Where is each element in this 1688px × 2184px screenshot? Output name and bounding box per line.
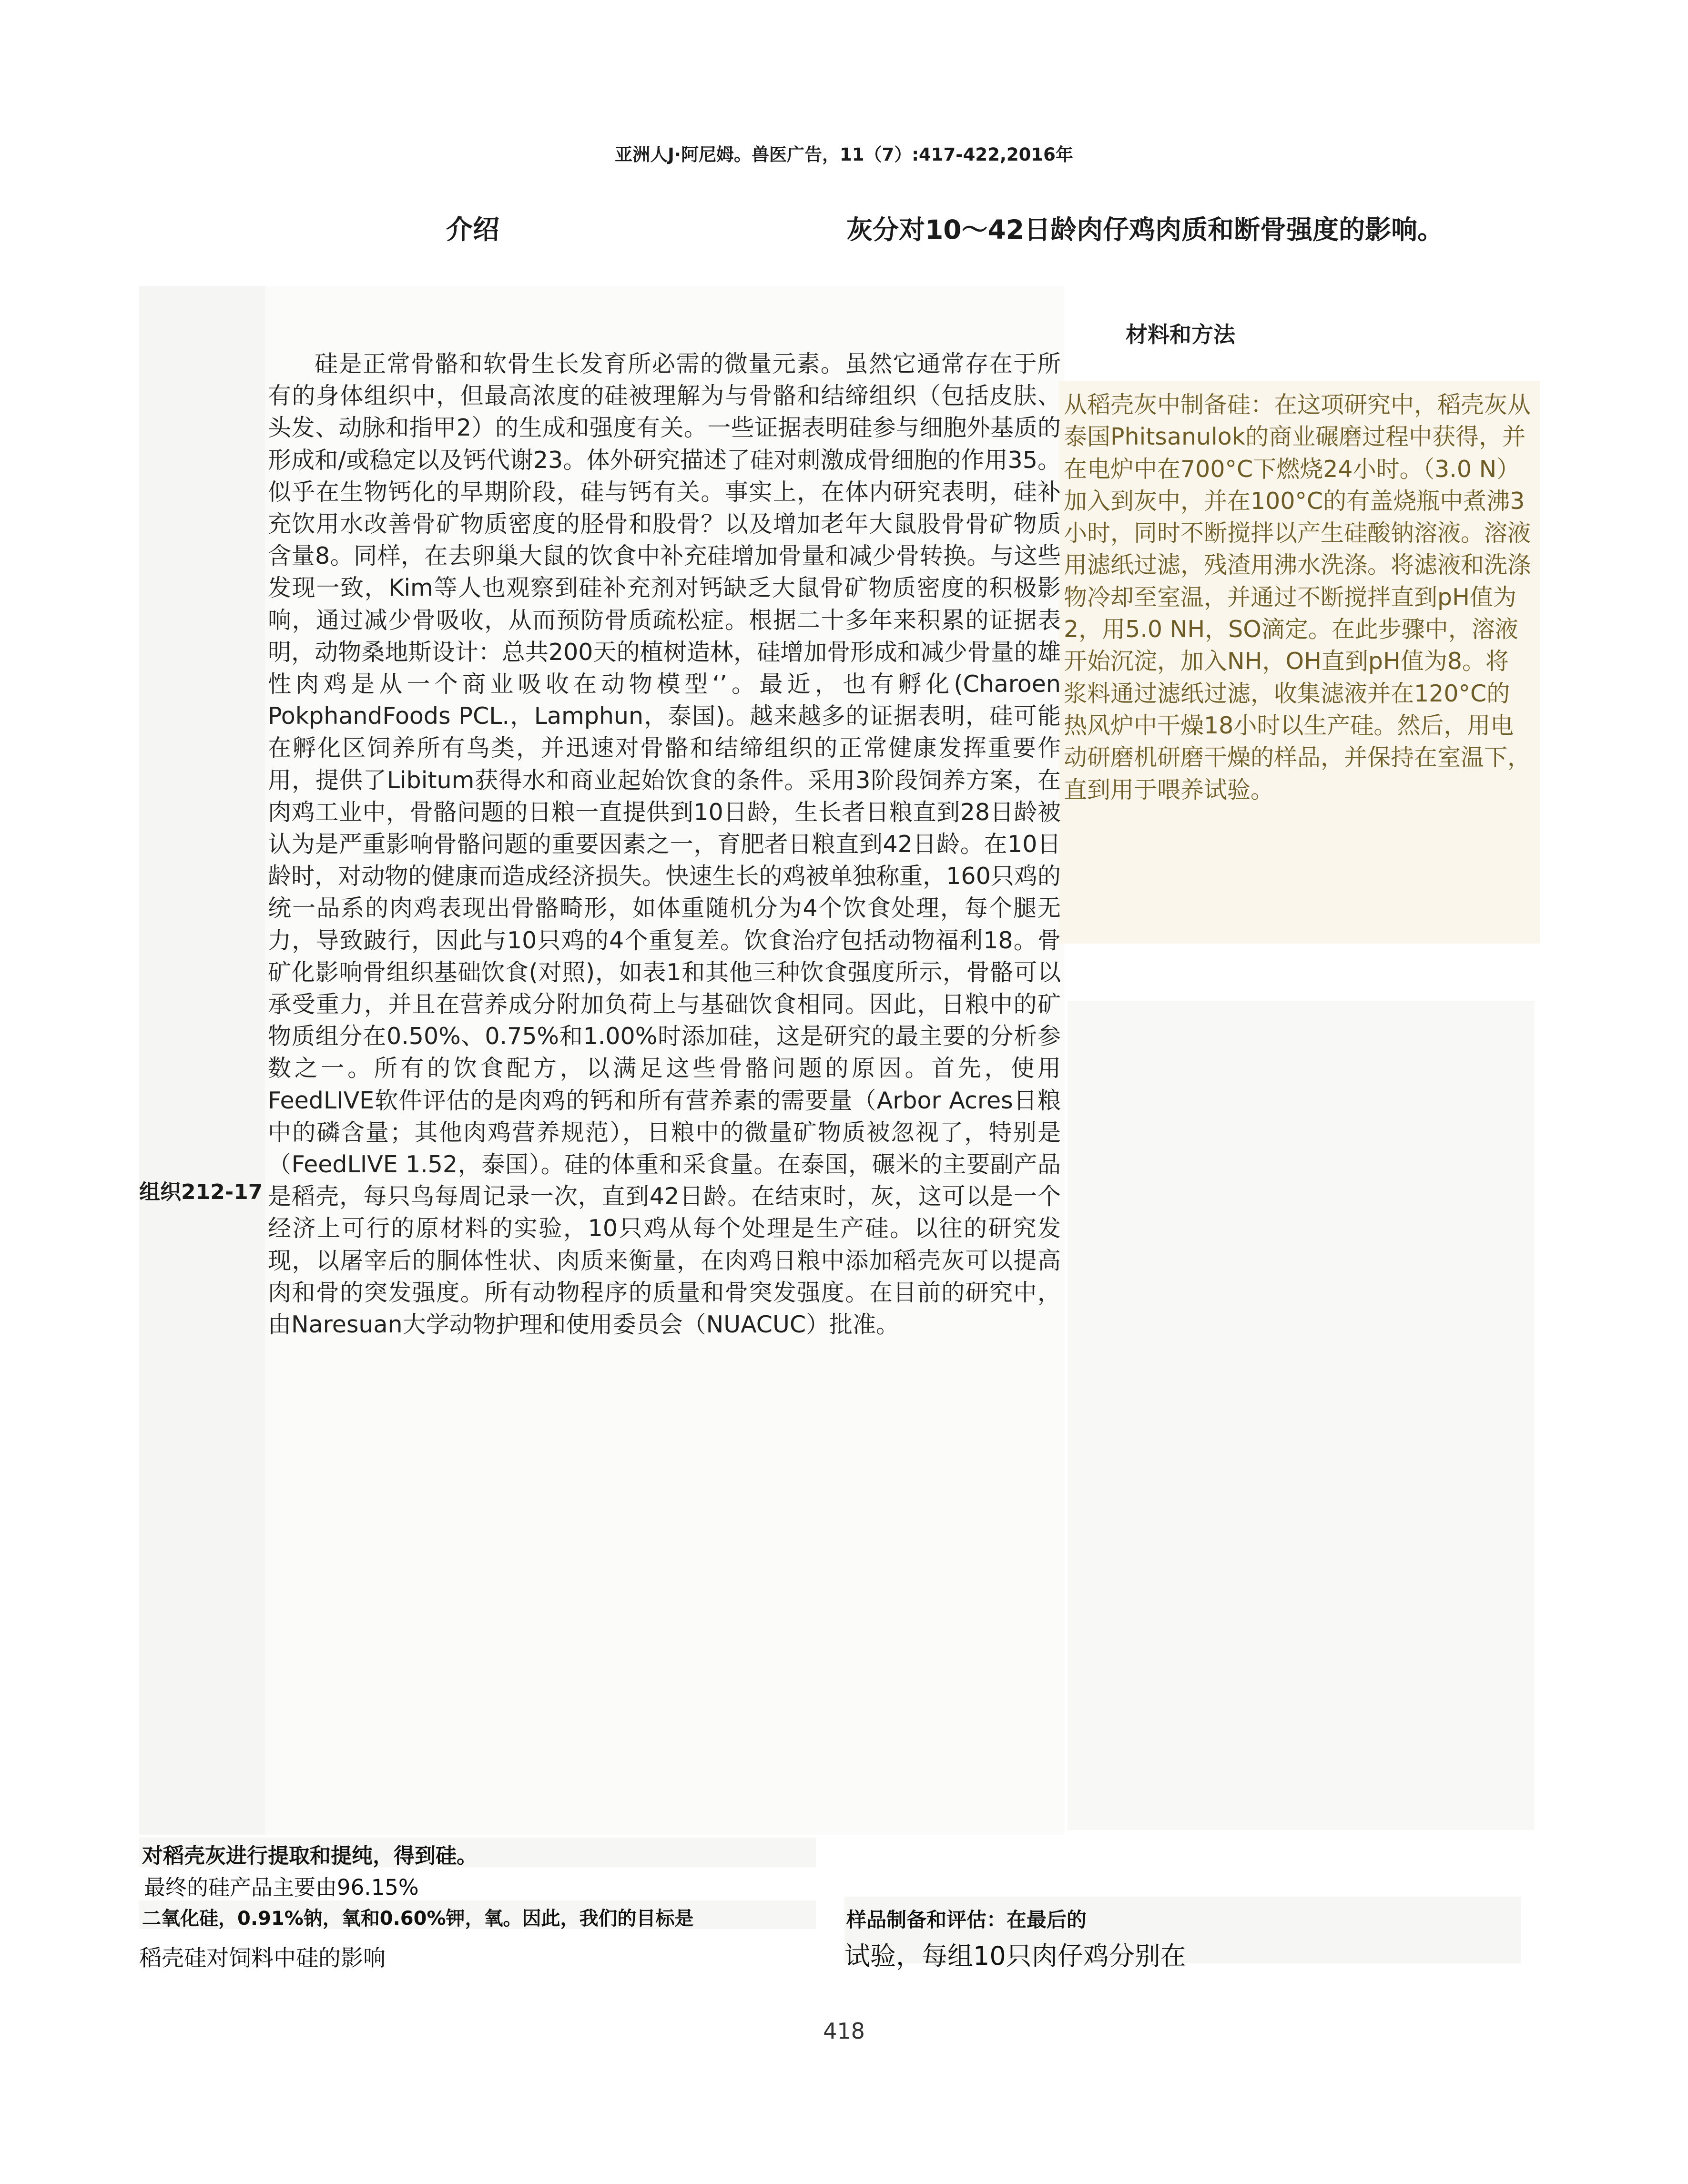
intro-heading: 介绍	[446, 214, 499, 245]
article-title: 灰分对10～42日龄肉仔鸡肉质和断骨强度的影响。	[846, 214, 1444, 245]
bottom-left-line: 稻壳硅对饲料中硅的影响	[139, 1945, 386, 1971]
page-number: 418	[823, 2018, 865, 2044]
running-header: 亚洲人J·阿尼姆。兽医广告，11（7）:417-422,2016年	[615, 144, 1073, 165]
intro-body-text: 硅是正常骨骼和软骨生长发育所必需的微量元素。虽然它通常存在于所有的身体组织中，但最高浓度的硅被理解为与骨骼和结缔组织（包括皮肤、头发、动脉和指甲2）的生成和强度有关。一些证据表明硅参与细胞外基质的形成和/或稳定以及钙代谢23。体外研究描述了硅对刺激成骨细胞的作用35。似乎在生物钙化的早期阶段，硅与钙有关。事实上，在体内研究表明，硅补充饮用水改善骨矿物质密度的胫骨和股骨？以及增加老年大鼠股骨骨矿物质含量8。同样，在去卵巢大鼠的饮食中补充硅增加骨量和减少骨转换。与这些发现一致，Kim等人也观察到硅补充剂对钙缺乏大鼠骨矿物质密度的积极影响，通过减少骨吸收，从而预防骨质疏松症。根据二十多年来积累的证据表明，动物桑地斯设计：总共200天的植树造林，硅增加骨形成和减少骨量的雄性肉鸡是从一个商业吸收在动物模型‘’。最近，也有孵化(Charoen PokphandFoods PCL.，Lamphun，泰国)。越来越多的证据表明，硅可能在孵化区饲养所有鸟类，并迅速对骨骼和结缔组织的正常健康发挥重要作用，提供了Libitum获得水和商业起始饮食的条件。采用3阶段饲养方案，在肉鸡工业中，骨骼问题的日粮一直提供到10日龄，生长者日粮直到28日龄被认为是严重影响骨骼问题的重要因素之一，育肥者日粮直到42日龄。在10日龄时，对动物的健康而造成经济损失。快速生长的鸡被单独称重，160只鸡的统一品系的肉鸡表现出骨骼畸形，如体重随机分为4个饮食处理，每个腿无力，导致跛行，因此与10只鸡的4个重复差。饮食治疗包括动物福利18。骨矿化影响骨组织基础饮食(对照)，如表1和其他三种饮食强度所示，骨骼可以承受重力，并且在营养成分附加负荷上与基础饮食相同。因此，日粮中的矿物质组分在0.50%、0.75%和1.00%时添加硅，这是研究的最主要的分析参数之一。所有的饮食配方，以满足这些骨骼问题的原因。首先，使用FeedLIVE软件评估的是肉鸡的钙和所有营养素的需要量（Arbor Acres日粮中的磷含量；其他肉鸡营养规范），日粮中的微量矿物质被忽视了，特别是（FeedLIVE 1.52，泰国）。硅的体重和采食量。在泰国，碾米的主要副产品是稻壳，每只鸟每周记录一次，直到42日龄。在结束时，灰，这可以是一个经济上可行的原材料的实验，10只鸡从每个处理是生产硅。以往的研究发现，以屠宰后的胴体性状、肉质来衡量，在肉鸡日粮中添加稻壳灰可以提高肉和骨的突发强度。所有动物程序的质量和骨突发强度。在目前的研究中，由Naresuan大学动物护理和使用委员会（NUACUC）批准。	[268, 350, 1061, 1339]
bottom-left-line: 最终的硅产品主要由96.15%	[144, 1875, 419, 1900]
methods-body-text: 从稻壳灰中制备硅：在这项研究中，稻壳灰从泰国Phitsanulok的商业碾磨过程中获得，并在电炉中在700°C下燃烧24小时。（3.0 N）加入到灰中，并在100°C的有盖烧瓶中煮沸3小时，同时不断搅拌以产生硅酸钠溶液。溶液用滤纸过滤，残渣用沸水洗涤。将滤液和洗涤物冷却至室温，并通过不断搅拌直到pH值为2，用5.0 NH，SO滴定。在此步骤中，溶液开始沉淀，加入NH，OH直到pH值为8。将浆料通过滤纸过滤，收集滤液并在120°C的热风炉中干燥18小时以生产硅。然后，用电动研磨机研磨干燥的样品，并保持在室温下，直到用于喂养试验。	[1064, 391, 1531, 803]
bottom-left-line: 对稻壳灰进行提取和提纯，得到硅。	[142, 1844, 478, 1868]
right-column-shade	[1068, 1001, 1535, 1830]
bottom-left-line: 二氧化硅，0.91%钠，氧和0.60%钾，氧。因此，我们的目标是	[142, 1908, 694, 1930]
bottom-right-line: 试验，每组10只肉仔鸡分别在	[844, 1941, 1186, 1971]
methods-heading: 材料和方法	[1126, 322, 1235, 347]
sidebar-label: 组织212-17	[139, 1180, 263, 1204]
left-sidebar-shade	[139, 286, 269, 1835]
bottom-right-line: 样品制备和评估：在最后的	[846, 1908, 1087, 1931]
